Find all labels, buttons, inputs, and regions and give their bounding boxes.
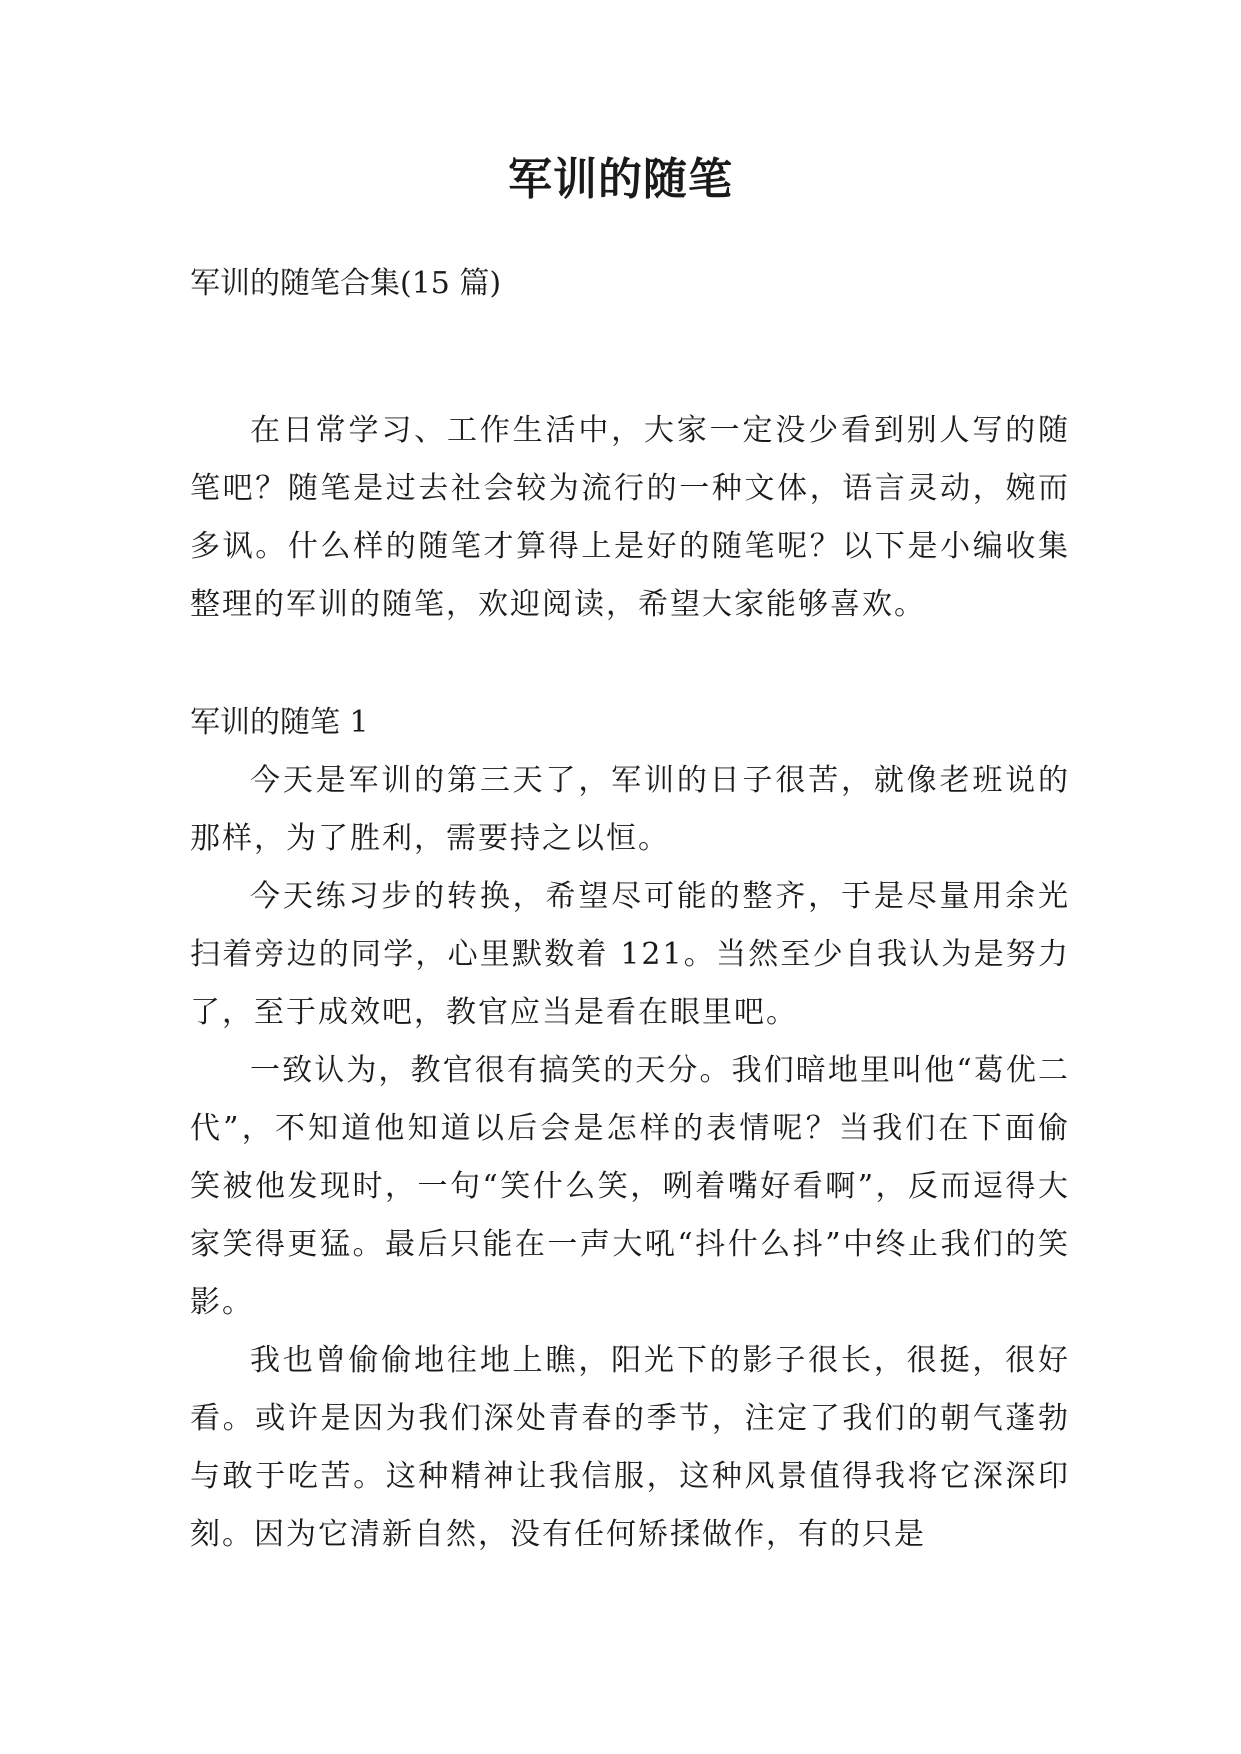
intro-paragraph: 在日常学习、工作生活中，大家一定没少看到别人写的随笔吧？随笔是过去社会较为流行的一种文体，语言灵动，婉而多讽。什么样的随笔才算得上是好的随笔呢？以下是小编收集整理的军训的随笔，欢迎阅读，希望大家能够喜欢。 bbox=[190, 413, 1070, 622]
section-paragraph: 今天练习步的转换，希望尽可能的整齐，于是尽量用余光扫着旁边的同学，心里默数着 121。当然至少自我认为是努力了，至于成效吧，教官应当是看在眼里吧。 bbox=[190, 879, 1070, 1030]
section-paragraph: 一致认为，教官很有搞笑的天分。我们暗地里叫他“葛优二代”，不知道他知道以后会是怎样的表情呢？当我们在下面偷笑被他发现时，一句“笑什么笑，咧着嘴好看啊”，反而逗得大家笑得更猛。最后只能在一声大吼“抖什么抖”中终止我们的笑影。 bbox=[190, 1053, 1070, 1320]
document-subtitle: 军训的随笔合集(15 篇) bbox=[190, 266, 502, 301]
section-heading: 军训的随笔 1 bbox=[190, 705, 369, 740]
intro-block bbox=[190, 402, 1070, 634]
document-title: 军训的随笔 bbox=[508, 154, 733, 205]
section-paragraph: 今天是军训的第三天了，军训的日子很苦，就像老班说的那样，为了胜利，需要持之以恒。 bbox=[190, 763, 1070, 856]
section-paragraph: 我也曾偷偷地往地上瞧，阳光下的影子很长，很挺，很好看。或许是因为我们深处青春的季节，注定了我们的朝气蓬勃与敢于吃苦。这种精神让我信服，这种风景值得我将它深深印刻。因为它清新自然，没有任何矫揉做作，有的只是 bbox=[190, 1343, 1070, 1552]
section-1 bbox=[190, 694, 1070, 1564]
